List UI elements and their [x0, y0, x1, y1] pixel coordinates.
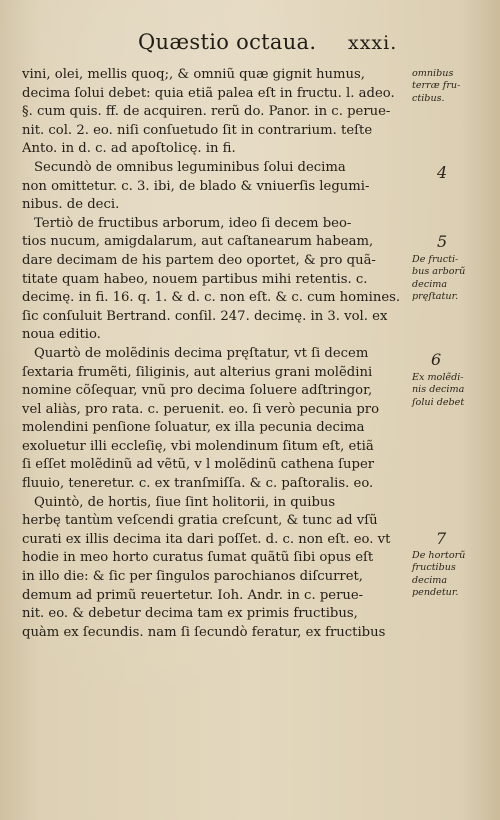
- text-line: nit. eo. & debetur decima tam ex primis fructibus,: [22, 606, 358, 622]
- text-line: dare decimam de his partem deo oportet, & pro quã-: [22, 252, 376, 268]
- margin-gloss-molendinis: [412, 372, 494, 409]
- gloss-line: fructibus: [412, 562, 456, 574]
- text-line: in illo die: & ſic per ſingulos parochianos diſcurret,: [22, 569, 364, 585]
- gloss-line: Ex molẽdi-: [412, 372, 464, 383]
- paragraph-secundo: [22, 159, 414, 215]
- folio-number: xxxi.: [348, 32, 398, 54]
- text-line: noua editio.: [22, 327, 101, 343]
- text-line: herbę tantùm veſcendi gratia creſcunt, & tunc ad vſũ: [22, 513, 378, 529]
- margin-number-7: 7: [436, 529, 447, 548]
- text-line: nibus. de deci.: [22, 197, 120, 213]
- gloss-line: terræ fru-: [412, 80, 461, 92]
- paragraph-quinto: [22, 494, 414, 643]
- text-line: quàm ex ſecundis. nam ſi ſecundò feratur, ex fructibus: [22, 624, 386, 640]
- text-line: Tertiò de fructibus arborum, ideo ſi decem beo-: [34, 215, 352, 231]
- text-line: hodie in meo horto curatus ſumat quãtũ ſibi opus eſt: [22, 550, 374, 566]
- gloss-line: decima: [412, 278, 448, 290]
- gloss-line: ſolui debet: [412, 396, 465, 408]
- text-line: nit. col. 2. eo. niſi conſuetudo ſit in contrarium. teſte: [22, 122, 373, 138]
- gloss-line: pręſtatur.: [412, 291, 459, 303]
- text-line: fluuio, teneretur. c. ex tranſmiſſa. & c. paſtoralis. eo.: [22, 476, 374, 492]
- text-line: curati ex illis decima ita dari poſſet. d. c. non eſt. eo. vt: [22, 531, 391, 547]
- text-line: ſi eſſet molẽdinũ ad vẽtũ, v l molẽdinũ cathena ſuper: [22, 457, 375, 473]
- gloss-line: omnibus: [412, 68, 454, 79]
- text-line: decimę. in fi. 16. q. 1. & d. c. non eſt. & c. cum homines.: [22, 290, 401, 306]
- gloss-line: De fructi-: [412, 254, 459, 265]
- gloss-line: bus arborũ: [412, 266, 466, 278]
- margin-number-4: 4: [437, 163, 448, 182]
- paragraph-quarto: [22, 345, 414, 494]
- margin-gloss-hortorum: [412, 550, 494, 600]
- text-line: demum ad primũ reuertetur. Ioh. Andr. in c. perue-: [22, 587, 364, 603]
- text-line: molendini penſione ſoluatur, ex illa pecunia decima: [22, 420, 365, 436]
- text-line: ſextaria frumẽti, ſiliginis, aut alterius grani molẽdini: [22, 364, 373, 380]
- gloss-line: ctibus.: [412, 92, 445, 104]
- text-line: Secundò de omnibus leguminibus ſolui decima: [34, 159, 346, 175]
- paragraph-tertio: [22, 215, 414, 345]
- text-line: vini, olei, mellis quoq;, & omniũ quæ gignit humus,: [22, 67, 365, 82]
- page-header: [0, 30, 500, 60]
- margin-number-5: 5: [437, 232, 448, 251]
- text-line: decima ſolui debet: quia etiã palea eſt in fructu. l. adeo.: [22, 85, 395, 101]
- paragraph-continuation: [22, 66, 414, 159]
- text-line: §. cum quis. ff. de acquiren. rerũ do. Panor. in c. perue-: [22, 104, 391, 120]
- text-line: tios nucum, amigdalarum, aut caſtanearum habeam,: [22, 234, 374, 250]
- margin-gloss-arborum: [412, 254, 494, 304]
- text-line: vel aliàs, pro rata. c. peruenit. eo. ſi verò pecunia pro: [22, 401, 380, 417]
- gloss-line: De hortorũ: [412, 550, 466, 561]
- text-line: nomine cõſequar, vnũ pro decima ſoluere adſtringor,: [22, 383, 373, 399]
- margin-number-6: 6: [431, 350, 442, 369]
- text-line: Quintò, de hortis, ſiue ſint holitorii, in quibus: [34, 494, 336, 510]
- text-line: exoluetur illi eccleſię, vbi molendinum ſitum eſt, etiã: [22, 438, 374, 454]
- text-line: titate quam habeo, nouem partibus mihi retentis. c.: [22, 271, 368, 287]
- text-line: Quartò de molẽdinis decima pręſtatur, vt ſi decem: [34, 345, 369, 361]
- gloss-line: nis decima: [412, 384, 465, 396]
- text-line: ſic conſuluit Bertrand. conſil. 247. decimę. in 3. vol. ex: [22, 308, 388, 324]
- gloss-line: decima: [412, 574, 448, 586]
- margin-gloss-omnibus: [412, 68, 494, 105]
- running-title: Quæstio octaua.: [138, 30, 317, 54]
- main-text-column: [22, 66, 414, 642]
- text-line: Anto. in d. c. ad apoſtolicę. in fi.: [22, 141, 236, 157]
- text-line: non omittetur. c. 3. ibi, de blado & vniuerſis legumi-: [22, 178, 370, 194]
- gloss-line: pendetur.: [412, 587, 459, 599]
